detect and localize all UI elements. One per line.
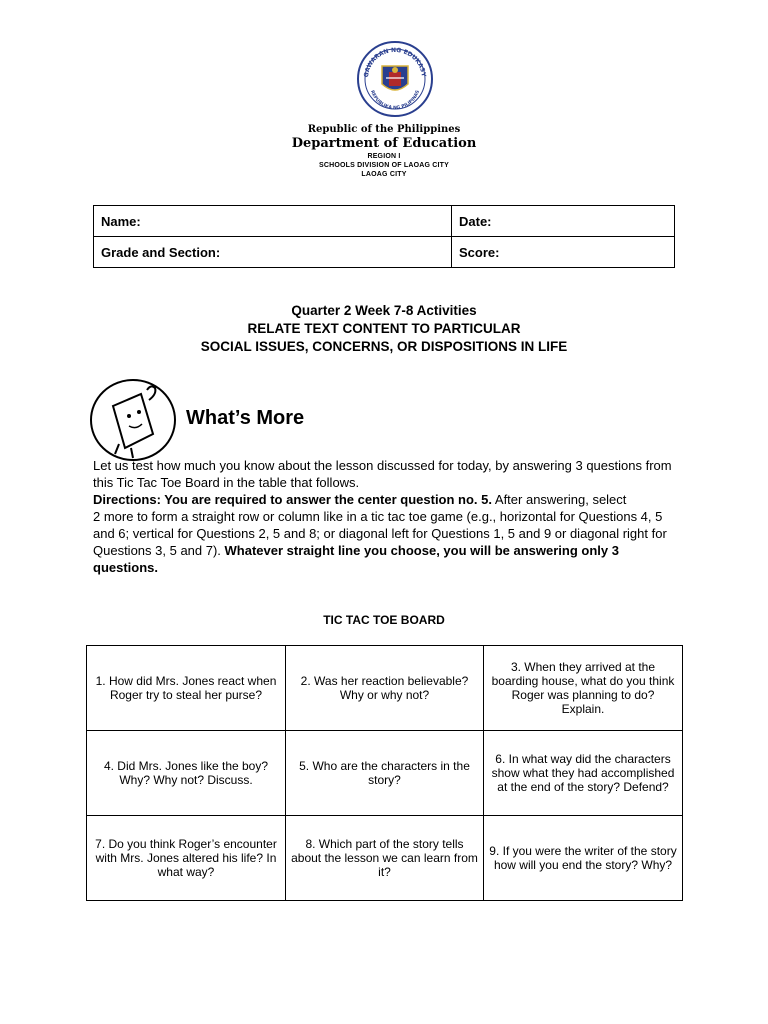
svg-text:KAGAWARAN NG EDUKASYON: GAWARAN NG EDUKASY (362, 46, 427, 78)
directions-emphasis: Whatever straight line you choose, you will be answering only 3 questions. (93, 543, 619, 575)
board-row (87, 646, 683, 731)
score-field[interactable]: Score: (452, 237, 675, 268)
board-cell-3[interactable]: 3. When they arrived at the boarding house, what do you think Roger was planning to do? Explain. (484, 646, 683, 731)
name-field[interactable]: Name: (94, 206, 452, 237)
student-info-table (93, 205, 675, 268)
grade-section-field[interactable]: Grade and Section: (94, 237, 452, 268)
board-cell-9[interactable]: 9. If you were the writer of the story how will you end the story? Why? (484, 816, 683, 901)
letterhead (234, 124, 534, 179)
city-line: LAOAG CITY (361, 171, 407, 178)
tic-tac-toe-board (86, 645, 683, 901)
board-cell-2[interactable]: 2. Was her reaction believable? Why or why not? (286, 646, 484, 731)
division-line: SCHOOLS DIVISION OF LAOAG CITY (318, 162, 450, 169)
board-cell-6[interactable]: 6. In what way did the characters show what they had accomplished at the end of the story? Defend? (484, 731, 683, 816)
directions-label: Directions: You are required to answer the center question no. 5. (93, 492, 492, 507)
svg-text:REPUBLIKA NG PILIPINAS: REPUBLIKA NG PILIPINAS (369, 89, 421, 112)
board-cell-1[interactable]: 1. How did Mrs. Jones react when Roger try to steal her purse? (87, 646, 286, 731)
board-row (87, 816, 683, 901)
board-cell-8[interactable]: 8. Which part of the story tells about the lesson we can learn from it? (286, 816, 484, 901)
title-line-1: Quarter 2 Week 7-8 Activities (291, 303, 477, 318)
section-heading: What’s More (186, 407, 305, 429)
board-cell-4[interactable]: 4. Did Mrs. Jones like the boy? Why? Why not? Discuss. (87, 731, 286, 816)
directions-paragraph (93, 491, 673, 576)
region-line: REGION I (367, 153, 401, 160)
directions-text-a: After answering, select (492, 492, 627, 507)
directions-text-b: 2 more to form a straight row or column like in a tic tac toe game (e.g., horizontal for Questions 4, 5 and 6; vertical for Questions 2, 5 and 8; or diagonal left for Questions 1, 5 and 9 or diagonal right for Questions 3, 5 and 7). (93, 509, 667, 558)
board-cell-5[interactable]: 5. Who are the characters in the story? (286, 731, 484, 816)
department-line: Department of Education (291, 136, 477, 151)
thinking-mascot-icon (89, 378, 181, 462)
board-row (87, 731, 683, 816)
title-line-2: RELATE TEXT CONTENT TO PARTICULAR (247, 321, 521, 336)
activity-title (84, 302, 684, 356)
deped-seal-logo (356, 40, 434, 118)
board-cell-7[interactable]: 7. Do you think Roger’s encounter with Mrs. Jones altered his life? In what way? (87, 816, 286, 901)
republic-line: Republic of the Philippines (307, 124, 461, 135)
intro-paragraph: Let us test how much you know about the lesson discussed for today, by answering 3 questions from this Tic Tac Toe Board in the table that follows. (93, 458, 672, 490)
title-line-3: SOCIAL ISSUES, CONCERNS, OR DISPOSITIONS IN LIFE (200, 339, 568, 354)
date-field[interactable]: Date: (452, 206, 675, 237)
board-title: TIC TAC TOE BOARD (323, 613, 445, 627)
